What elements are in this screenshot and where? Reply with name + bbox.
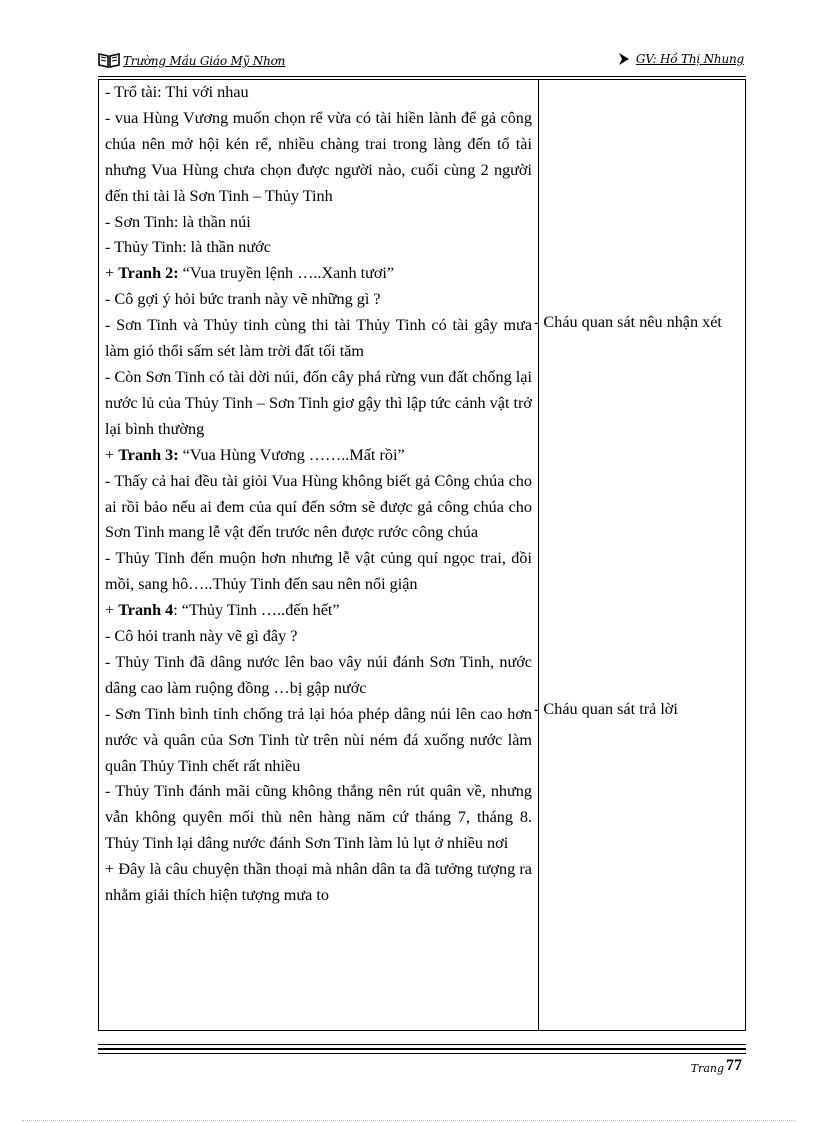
footer-rule — [98, 1048, 746, 1050]
text-line: - vua Hùng Vương muốn chọn rể vừa có tài hiền lành để gả công chúa nên mở hội kén rể, nhiều chàng trai trong làng đến tổ tài nhưng Vua Hùng chưa chọn được người nào, cuối cùng 2 người đến thi tài là Sơn Tinh – Thủy Tinh — [105, 108, 532, 205]
teacher-activity-cell — [99, 80, 539, 1031]
header-rule — [98, 76, 746, 77]
picture-text: “Vua Hùng Vương ……..Mất rồi” — [178, 445, 405, 464]
table-row — [99, 80, 746, 1031]
picture-label: Tranh 4 — [118, 601, 174, 620]
child-note: - Cháu quan sát nêu nhận xét — [534, 313, 722, 331]
text-line: - Còn Sơn Tinh có tài dời núi, đốn cây phá rừng vun đất chống lại nước lủ của Thủy Tinh – Sơn Tinh giơ gậy thì lập tức cảnh vật trở lại bình thường — [105, 367, 532, 438]
text-line: - Thấy cả hai đều tài giỏi Vua Hùng không biết gả Công chúa cho ai rồi bảo nếu ai đem của quí đến sớm sẽ được gả công chúa cho Sơn Tinh mang lễ vật đến trước nên được rước công chúa — [105, 471, 532, 542]
footer-rule — [98, 1053, 746, 1054]
picture-heading-3 — [105, 443, 532, 469]
text-line: - Sơn Tinh bình tỉnh chống trả lại hóa phép dâng núi lên cao hơn nước và quân của Sơn Tinh từ trên nùi ném đá xuống nước làm quân Thủy Tinh chết rất nhiều — [105, 704, 532, 775]
picture-heading-4 — [105, 598, 532, 624]
text-line: - Trổ tài: Thi với nhau — [105, 83, 249, 101]
child-note: - Cháu quan sát trả lời — [534, 700, 678, 718]
page-number-value: 77 — [726, 1057, 742, 1074]
lesson-table — [98, 79, 746, 1031]
text-line: - Thủy Tinh: là thần nước — [105, 238, 271, 257]
text-line: - Sơn Tinh: là thần núi — [105, 212, 251, 231]
teacher-name: GV: Hồ Thị Nhung — [635, 52, 744, 66]
arrow-bullet-icon — [618, 52, 630, 66]
page-bottom-border — [22, 1120, 796, 1121]
text-line: - Sơn Tinh và Thủy tinh cùng thi tài Thủy Tinh có tài gây mưa làm gió thổi sấm sét làm trời đất tối tăm — [105, 316, 532, 361]
text-line: - Thủy Tinh đã dâng nước lên bao vây núi đánh Sơn Tinh, nước dâng cao làm ruộng đồng …bị gập nước — [105, 652, 532, 697]
child-activity-cell — [539, 80, 746, 1031]
text-line: - Thủy Tinh đến muộn hơn nhưng lễ vật củng quí ngọc trai, đồi mồi, sang hô…..Thủy Tinh đến sau nên nổi giận — [105, 549, 532, 594]
page-label: Trang — [690, 1062, 724, 1075]
header-right — [618, 52, 744, 66]
school-name: Trường Mầu Giáo Mỹ Nhơn — [123, 54, 286, 68]
picture-label: Tranh 3: — [118, 445, 179, 464]
text-line: - Cô gợi ý hỏi bức tranh này vẽ những gì ? — [105, 290, 381, 309]
header-left — [98, 52, 285, 68]
text-line: + Đây là câu chuyện thần thoại mà nhân dân ta đã tưởng tượng ra nhằm giải thích hiện tượng mưa to — [105, 860, 532, 905]
page-header — [98, 50, 746, 74]
picture-label: Tranh 2: — [118, 264, 179, 283]
picture-text: “Vua truyền lệnh …..Xanh tươi” — [178, 264, 395, 283]
picture-prefix: + — [105, 445, 119, 464]
picture-prefix: + — [105, 264, 119, 283]
text-line: - Cô hỏi tranh này vẽ gì đây ? — [105, 627, 298, 646]
text-line: - Thủy Tinh đánh mãi cũng không thắng nên rút quân về, nhưng vẫn không quyên mối thù nên hàng năm cứ tháng 7, tháng 8. Thủy Tinh lại dâng nước đánh Sơn Tinh làm lủ lụt ở nhiều nơi — [105, 782, 532, 853]
footer-rule — [98, 1044, 746, 1045]
picture-heading-2 — [105, 261, 532, 287]
page-number — [691, 1057, 742, 1075]
book-icon — [98, 52, 120, 68]
picture-prefix: + — [105, 601, 119, 620]
picture-text: : “Thủy Tinh …..đến hết” — [173, 601, 340, 620]
